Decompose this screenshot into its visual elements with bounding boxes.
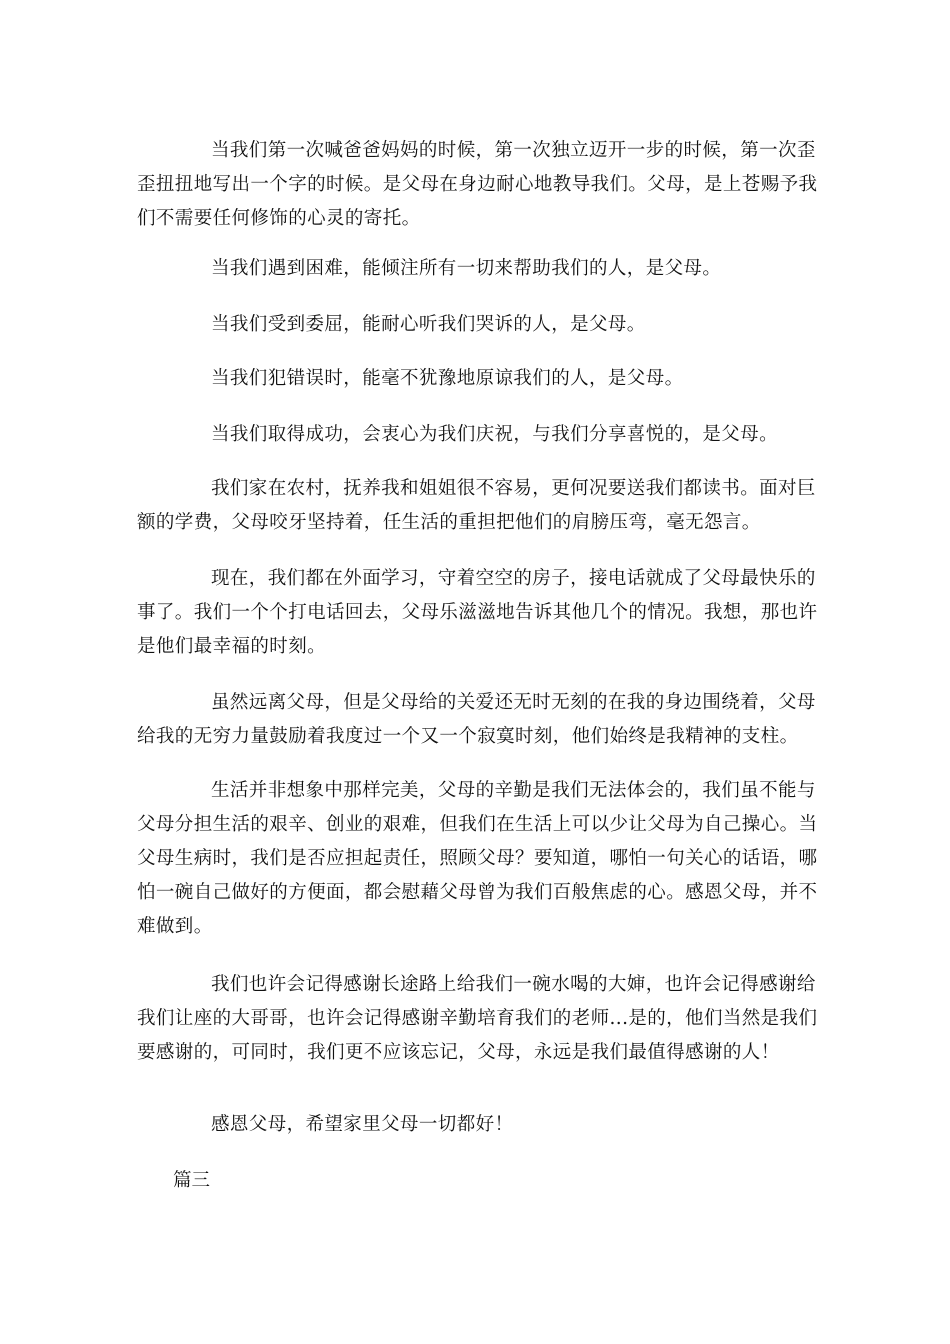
paragraph-10: 我们也许会记得感谢长途路上给我们一碗水喝的大婶，也许会记得感谢给我们让座的大哥哥，也许会记得感谢辛勤培育我们的老师...是的，他们当然是我们要感谢的，可同时，我们更不应该忘记，父母，永远是我们最值得感谢的人！: [137, 974, 818, 1063]
paragraph-1: 当我们第一次喊爸爸妈妈的时候，第一次独立迈开一步的时候，第一次歪歪扭扭地写出一个字的时候。是父母在身边耐心地教导我们。父母，是上苍赐予我们不需要任何修饰的心灵的寄托。: [137, 140, 818, 229]
paragraph-4: 当我们犯错误时，能毫不犹豫地原谅我们的人，是父母。: [211, 368, 684, 389]
paragraph-3: 当我们受到委屈，能耐心听我们哭诉的人，是父母。: [211, 314, 646, 335]
paragraph-11: 感恩父母，希望家里父母一切都好！: [211, 1114, 514, 1135]
paragraph-8: 虽然远离父母，但是父母给的关爱还无时无刻的在我的身边围绕着，父母给我的无穷力量鼓励着我度过一个又一个寂寞时刻，他们始终是我精神的支柱。: [137, 692, 816, 747]
section-heading: 篇三: [173, 1170, 211, 1191]
paragraph-6: 我们家在农村，抚养我和姐姐很不容易，更何况要送我们都读书。面对巨额的学费，父母咬牙坚持着，任生活的重担把他们的肩膀压弯，毫无怨言。: [137, 478, 816, 533]
paragraph-2: 当我们遇到困难，能倾注所有一切来帮助我们的人，是父母。: [211, 258, 722, 279]
paragraph-9: 生活并非想象中那样完美，父母的辛勤是我们无法体会的，我们虽不能与父母分担生活的艰辛、创业的艰难，但我们在生活上可以少让父母为自己操心。当父母生病时，我们是否应担起责任，照顾父母？要知道，哪怕一句关心的话语，哪怕一碗自己做好的方便面，都会慰藉父母曾为我们百般焦虑的心。感恩父母，并不难做到。: [137, 780, 818, 937]
paragraph-7: 现在，我们都在外面学习，守着空空的房子，接电话就成了父母最快乐的事了。我们一个个打电话回去，父母乐滋滋地告诉其他几个的情况。我想，那也许是他们最幸福的时刻。: [137, 568, 818, 657]
paragraph-5: 当我们取得成功，会衷心为我们庆祝，与我们分享喜悦的，是父母。: [211, 424, 779, 445]
